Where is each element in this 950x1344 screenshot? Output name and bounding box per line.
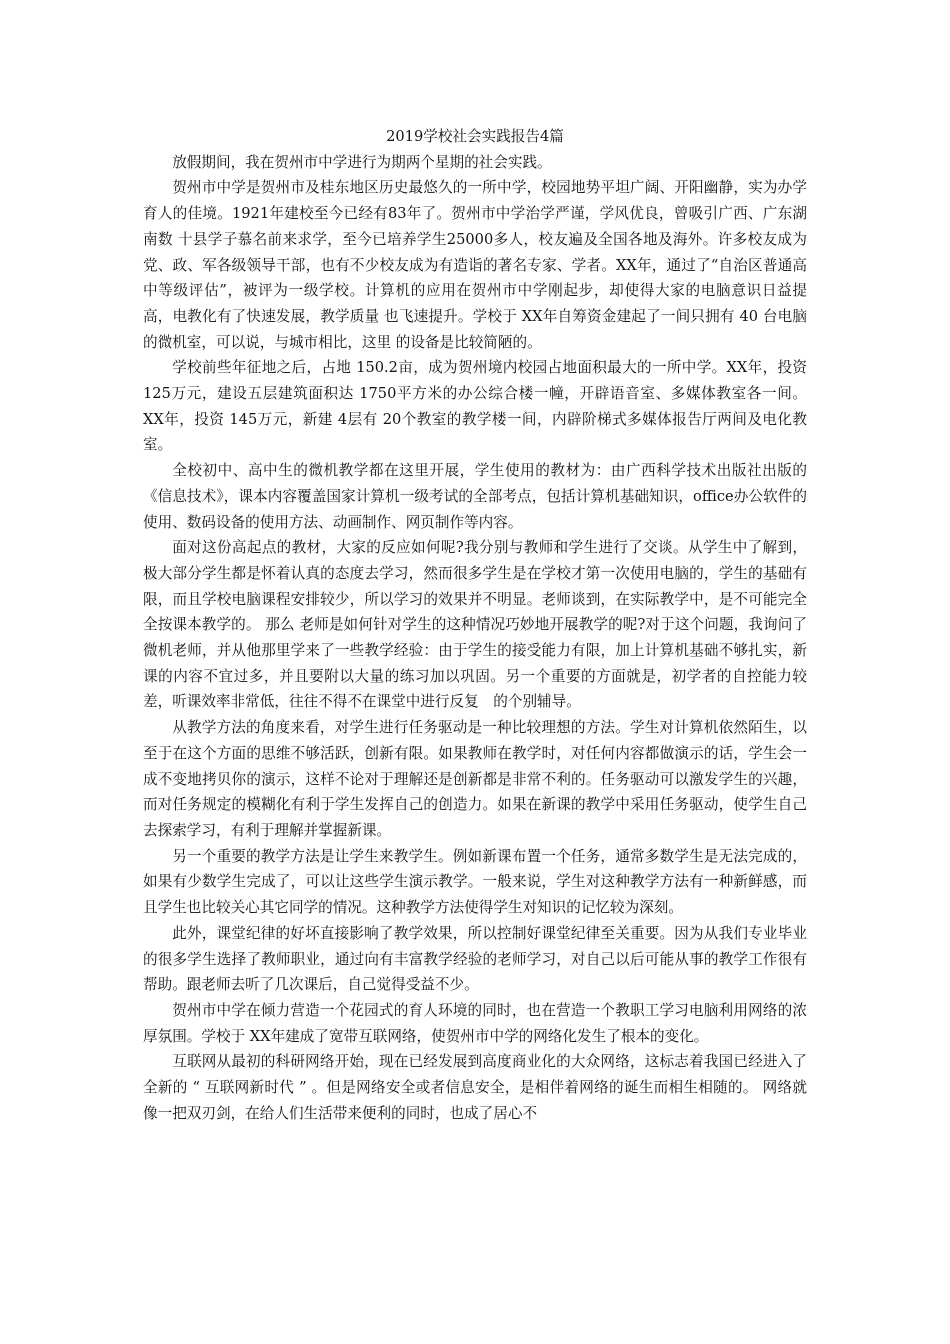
document-body <box>143 124 807 1126</box>
document-title: 2019学校社会实践报告4篇 <box>386 128 564 145</box>
paragraph-3: 学校前些年征地之后，占地 150.2亩，成为贺州境内校园占地面积最大的一所中学。XX年，投资125万元，建设五层建筑面积达 1750平方米的办公综合楼一幢，开辟语音室、多媒体教室各一间。 XX年，投资 145万元，新建 4层有 20个教室的教学楼一间，内辟阶梯式多媒体报告厅两间及电化教室。 <box>143 359 807 454</box>
paragraph-1: 放假期间，我在贺州市中学进行为期两个星期的社会实践。 <box>172 153 552 171</box>
paragraph-5: 面对这份高起点的教材，大家的反应如何呢?我分别与教师和学生进行了交谈。从学生中了解到，极大部分学生都是怀着认真的态度去学习，然而很多学生是在学校才第一次使用电脑的，学生的基础有限，而且学校电脑课程安排较少，所以学习的效果并不明显。老师谈到，在实际教学中，是不可能完全全按课本教学的。 那么 老师是如何针对学生的这种情况巧妙地开展教学的呢?对于这个问题，我询问了微机老师，并从他那里学来了一些教学经验：由于学生的接受能力有限，加上计算机基础不够扎实，新课的内容不宜过多，并且要附以大量的练习加以巩固。另一个重要的方面就是，初学者的自控能力较差，听课效率非常低，往往不得不在课堂中进行反复 的个别辅导。 <box>143 539 807 711</box>
paragraph-10: 互联网从最初的科研网络开始，现在已经发展到高度商业化的大众网络，这标志着我国已经进入了全新的 “ 互联网新时代 ” 。但是网络安全或者信息安全，是相伴着网络的诞生而相生相随的。 网络就像一把双刃剑，在给人们生活带来便利的同时，也成了居心不 <box>143 1053 807 1122</box>
paragraph-9: 贺州市中学在倾力营造一个花园式的育人环境的同时，也在营造一个教职工学习电脑利用网络的浓厚氛围。学校于 XX年建成了宽带互联网络，使贺州市中学的网络化发生了根本的变化。 <box>143 1001 807 1045</box>
paragraph-7: 另一个重要的教学方法是让学生来教学生。例如新课布置一个任务，通常多数学生是无法完成的，如果有少数学生完成了，可以让这些学生演示教学。一般来说，学生对这种教学方法有一种新鲜感，而且学生也比较关心其它同学的情况。这种教学方法使得学生对知识的记忆较为深刻。 <box>143 847 807 917</box>
paragraph-8: 此外，课堂纪律的好坏直接影响了教学效果，所以控制好课堂纪律至关重要。因为从我们专业毕业的很多学生选择了教师职业，通过向有丰富教学经验的老师学习，对自己以后可能从事的教学工作很有帮助。跟老师去听了几次课后，自己觉得受益不少。 <box>143 924 807 994</box>
paragraph-2: 贺州市中学是贺州市及桂东地区历史最悠久的一所中学，校园地势平坦广阔、开阳幽静，实为办学育人的佳境。1921年建校至今已经有83年了。贺州市中学治学严谨，学风优良，曾吸引广西、广东湖南数 十县学子慕名前来求学，至今已培养学生25000多人，校友遍及全国各地及海外。许多校友成为党、政、军各级领导干部，也有不少校友成为有造诣的著名专家、学者。XX年，通过了“自治区普通高中等级评估”，被评为一级学校。计算机的应用在贺州市中学刚起步，却使得大家的电脑意识日益提高，电教化有了快速发展，教学质量 也飞速提升。学校于 XX年自筹资金建起了一间只拥有 40 台电脑的微机室，可以说，与城市相比，这里 的设备是比较简陋的。 <box>143 179 807 351</box>
paragraph-6: 从教学方法的角度来看，对学生进行任务驱动是一种比较理想的方法。学生对计算机依然陌生，以至于在这个方面的思维不够活跃，创新有限。如果教师在教学时，对任何内容都做演示的话，学生会一成不变地拷贝你的演示，这样不论对于理解还是创新都是非常不利的。任务驱动可以激发学生的兴趣，而对任务规定的模糊化有利于学生发挥自己的创造力。如果在新课的教学中采用任务驱动，使学生自己去探索学习，有利于理解并掌握新课。 <box>143 719 807 839</box>
paragraph-4: 全校初中、高中生的微机教学都在这里开展，学生使用的教材为：由广西科学技术出版社出版的《信息技术》，课本内容覆盖国家计算机一级考试的全部考点，包括计算机基础知识，office办公软件的使用、数码设备的使用方法、动画制作、网页制作等内容。 <box>143 462 807 531</box>
